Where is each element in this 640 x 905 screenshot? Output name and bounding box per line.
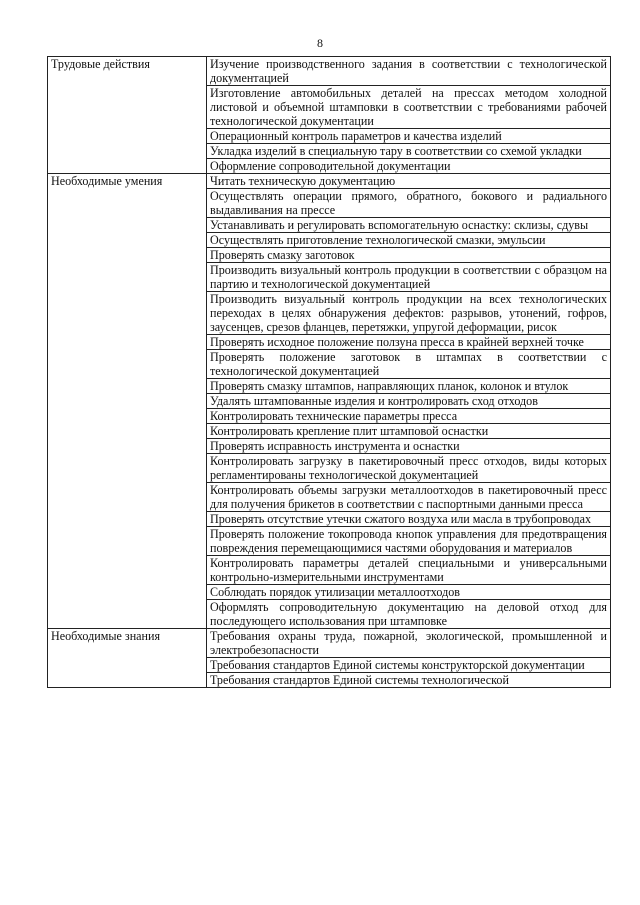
requirements-table-body xyxy=(48,57,611,688)
requirement-item: Требования стандартов Единой системы технологической xyxy=(207,673,611,688)
requirement-item: Производить визуальный контроль продукции на всех технологических переходах в целях обнаружения дефектов: разрывов, утонений, гофров, заусенцев, срезов фланцев, перетяжки, упругой деформации, рисок xyxy=(207,292,611,335)
requirement-item: Оформлять сопроводительную документацию на деловой отход для последующего использования при штамповке xyxy=(207,600,611,629)
requirement-item: Устанавливать и регулировать вспомогательную оснастку: склизы, сдувы xyxy=(207,218,611,233)
requirement-item: Контролировать крепление плит штамповой оснастки xyxy=(207,424,611,439)
requirement-item: Укладка изделий в специальную тару в соответствии со схемой укладки xyxy=(207,144,611,159)
requirement-item: Требования стандартов Единой системы конструкторской документации xyxy=(207,658,611,673)
table-row xyxy=(48,57,611,86)
requirement-item: Изучение производственного задания в соответствии с технологической документацией xyxy=(207,57,611,86)
requirement-item: Проверять отсутствие утечки сжатого воздуха или масла в трубопроводах xyxy=(207,512,611,527)
requirement-item: Проверять положение токопровода кнопок управления для предотвращения повреждения перемещающимися частями оборудования и материалов xyxy=(207,527,611,556)
requirement-item: Контролировать объемы загрузки металлоотходов в пакетировочный пресс для получения брикетов в соответствии с паспортными данными пресса xyxy=(207,483,611,512)
requirement-item: Соблюдать порядок утилизации металлоотходов xyxy=(207,585,611,600)
section-label: Необходимые знания xyxy=(48,629,207,688)
requirement-item: Проверять смазку заготовок xyxy=(207,248,611,263)
requirement-item: Требования охраны труда, пожарной, экологической, промышленной и электробезопасности xyxy=(207,629,611,658)
table-row xyxy=(48,174,611,189)
requirement-item: Операционный контроль параметров и качества изделий xyxy=(207,129,611,144)
requirement-item: Контролировать загрузку в пакетировочный пресс отходов, виды которых регламентированы технологической документацией xyxy=(207,454,611,483)
requirement-item: Оформление сопроводительной документации xyxy=(207,159,611,174)
requirement-item: Контролировать параметры деталей специальными и универсальными контрольно-измерительными инструментами xyxy=(207,556,611,585)
requirement-item: Удалять штампованные изделия и контролировать сход отходов xyxy=(207,394,611,409)
page-number: 8 xyxy=(317,36,323,50)
requirement-item: Контролировать технические параметры пресса xyxy=(207,409,611,424)
section-label: Необходимые умения xyxy=(48,174,207,629)
table-row xyxy=(48,629,611,658)
requirement-item: Осуществлять операции прямого, обратного, бокового и радиального выдавливания на прессе xyxy=(207,189,611,218)
requirement-item: Проверять смазку штампов, направляющих планок, колонок и втулок xyxy=(207,379,611,394)
requirement-item: Изготовление автомобильных деталей на прессах методом холодной листовой и объемной штамповки в соответствии с требованиями рабочей технологической документации xyxy=(207,86,611,129)
requirement-item: Проверять положение заготовок в штампах в соответствии с технологической документацией xyxy=(207,350,611,379)
section-label: Трудовые действия xyxy=(48,57,207,174)
requirement-item: Производить визуальный контроль продукции в соответствии с образцом на партию и технологической документацией xyxy=(207,263,611,292)
requirement-item: Проверять исходное положение ползуна пресса в крайней верхней точке xyxy=(207,335,611,350)
requirement-item: Проверять исправность инструмента и оснастки xyxy=(207,439,611,454)
requirements-table xyxy=(47,56,611,688)
requirement-item: Читать техническую документацию xyxy=(207,174,611,189)
requirement-item: Осуществлять приготовление технологической смазки, эмульсии xyxy=(207,233,611,248)
